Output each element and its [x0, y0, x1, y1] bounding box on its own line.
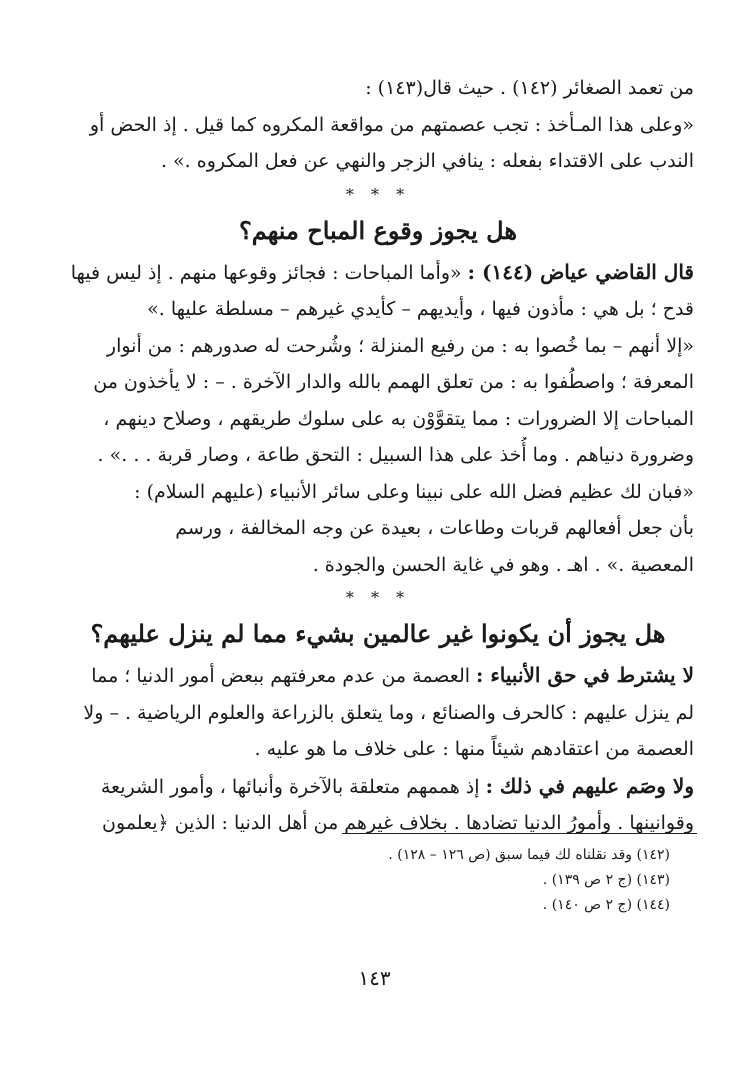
text-line: العصمة من اعتقادهم شيئاً منها : على خلاف ما هو عليه . [254, 738, 694, 760]
text-line: لم ينزل عليهم : كالحرف والصنائع ، وما يتعلق بالزراعة والعلوم الرياضية . – ولا [83, 701, 694, 724]
paragraph-grace-of-allah [62, 474, 694, 584]
text-line: وقوانينها . وأمورُ الدنيا تضادها . بخلاف غيرهم من أهل الدنيا : الذين ﴿يعلمون [102, 812, 694, 834]
book-page-body [62, 70, 694, 842]
page-number: ١٤٣ [358, 966, 391, 990]
text-line: المباحات إلا الضرورات : مما يتقوَّوْن به على سلوك طريقهم ، وصلاح دينهم ، [103, 407, 694, 430]
text-line: وضرورة دنياهم . وما أُخذ على هذا السبيل : التحق طاعة ، وصار قربة . . .» . [97, 444, 694, 466]
paragraph-intro [62, 70, 694, 180]
text-run: إذ هممهم متعلقة بالآخرة وأنبائها ، وأمور الشريعة [100, 775, 486, 798]
text-line [62, 657, 694, 695]
text-line: بأن جعل أفعالهم قربات وطاعات ، بعيدة عن وجه المخالفة ، ورسم [175, 517, 694, 539]
text-run: العصمة من عدم معرفتهم ببعض أمور الدنيا ؛ مما [91, 665, 477, 687]
section-heading-worldly-knowledge: هل يجوز أن يكونوا غير عالمين بشيء مما لم ينزل عليهم؟ [90, 619, 666, 648]
paragraph-except-them [62, 328, 694, 474]
text-line: الندب على الاقتداء بفعله : ينافي الزجر والنهي عن فعل المكروه .» . [160, 150, 694, 172]
footnote-144: (١٤٤) (ج ٢ ص ١٤٠) . [542, 897, 670, 913]
footnote-142: (١٤٢) وقد نقلناه لك فيما سبق (ص ١٢٦ – ١٢٨) . [388, 847, 670, 863]
text-line [62, 254, 694, 292]
footnotes [290, 843, 670, 918]
paragraph-lead: لا يشترط في حق الأنبياء : [476, 663, 694, 687]
text-line: المعرفة ؛ واصطُفوا به : من تعلق الهمم بالله والدار الآخرة . – : لا يأخذون من [93, 371, 694, 393]
footnote-separator [342, 833, 697, 834]
paragraph-lead: ولا وصَم عليهم في ذلك : [485, 773, 694, 798]
paragraph-no-blame [62, 768, 694, 842]
section-divider-stars: * * * [345, 184, 411, 204]
section-divider-stars: * * * [345, 588, 411, 607]
text-line: قدح ؛ بل هي : مأذون فيها ، وأيديهم – كأيدي غيرهم – مسلطة عليها .» [147, 298, 694, 320]
text-line: «فبان لك عظيم فضل الله على نبينا وعلى سائر الأنبياء (عليهم السلام) : [134, 480, 694, 503]
paragraph-lead: قال القاضي عياض (١٤٤) : [467, 259, 694, 284]
paragraph-qadi-iyad [62, 254, 694, 328]
text-run: «وأما المباحات : فجائز وقوعها منهم . إذ ليس فيها [70, 261, 468, 284]
text-line [62, 768, 694, 806]
footnote-143: (١٤٣) (ج ٢ ص ١٣٩) . [542, 872, 670, 888]
paragraph-not-required [62, 657, 694, 768]
section-heading-permissible: هل يجوز وقوع المباح منهم؟ [239, 215, 517, 245]
text-line: المعصية .» . اهـ . وهو في غاية الحسن والجودة . [312, 553, 694, 576]
text-line: من تعمد الصغائر (١٤٢) . حيث قال(١٤٣) : [365, 77, 694, 99]
text-line: «وعلى هذا المـأخذ : تجب عصمتهم من مواقعة المكروه كما قيل . إذ الحض أو [89, 113, 694, 136]
text-line: «إلا أنهم – بما خُصوا به : من رفيع المنزلة ؛ وشُرحت له صدورهم : من أنوار [106, 334, 694, 357]
